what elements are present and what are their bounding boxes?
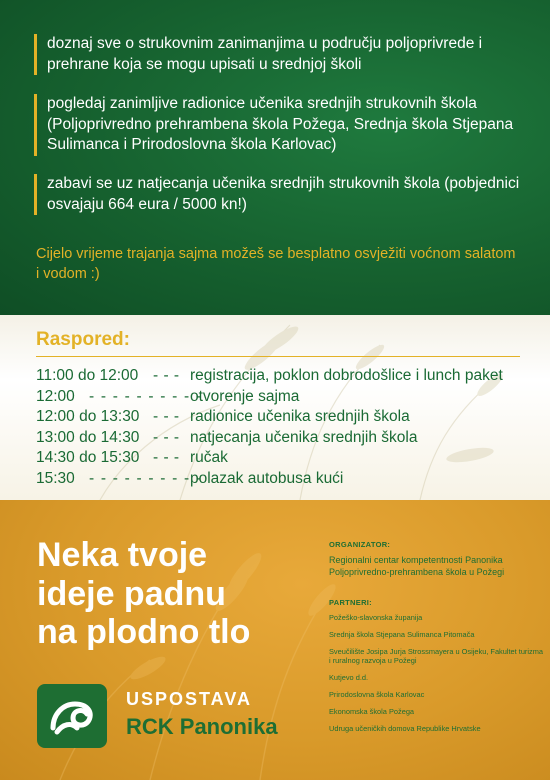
schedule-dashes: - - - [153,428,180,446]
partner-name: Sveučilište Josipa Jurja Strossmayera u Osijeku, Fakultet turizma i ruralnog razvoja u Požegi [329,647,543,665]
partner-name: Kutjevo d.d. [329,673,369,682]
schedule-divider [36,356,520,357]
schedule-row [36,366,536,387]
refreshment-note: Cijelo vrijeme trajanja sajma možeš se besplatno osvježiti voćnom salatom i vodom :) [36,246,516,282]
slogan-headline [37,536,327,652]
schedule-section [0,315,550,500]
footer-section [0,500,550,780]
schedule-dashes: - - - [153,449,180,466]
organizer-name: Regionalni centar kompetentnosti Panonika [329,555,503,565]
slogan-line: na plodno tlo [37,613,251,651]
schedule-label: natjecanja učenika srednjih škola [190,428,418,446]
schedule-time: 12:00 [36,387,75,405]
partner-name: Prirodoslovna škola Karlovac [329,690,425,699]
logo-text-top: USPOSTAVA [126,689,253,709]
schedule-time: 12:00 do 13:30 [36,408,140,425]
schedule-label: registracija, poklon dobrodošlice i lunch paket [190,367,503,384]
rck-panonika-logo-icon [37,684,107,748]
intro-bullet: doznaj sve o strukovnim zanimanjima u području poljoprivrede i prehrane koja se mogu upisati u srednjoj školi [34,34,524,75]
schedule-title: Raspored: [36,329,130,350]
schedule-time: 15:30 [36,469,75,487]
intro-section [0,0,550,315]
partner-name: Požeško-slavonska županija [329,613,423,622]
schedule-row [36,387,536,408]
schedule-row [36,469,536,490]
schedule-dashes: - - - - - - - - - - [89,387,203,405]
schedule-dashes: - - - [153,408,180,425]
schedule-label: ručak [190,449,228,466]
schedule-row [36,448,536,469]
credits-column [329,540,544,741]
schedule-dashes: - - - [153,367,180,384]
partners-label: PARTNERI: [329,598,372,607]
partner-name: Udruga učeničkih domova Republike Hrvatske [329,724,481,733]
schedule-label: otvorenje sajma [190,387,300,405]
schedule-dashes: - - - - - - - - - - [89,469,203,487]
partner-name: Srednja škola Stjepana Sulimanca Pitomača [329,630,475,639]
schedule-time: 11:00 do 12:00 [36,367,139,384]
schedule-label: polazak autobusa kući [190,469,344,487]
organizer-name: Poljoprivredno-prehrambena škola u Požegi [329,567,505,577]
schedule-label: radionice učenika srednjih škola [190,408,410,425]
schedule-time: 14:30 do 15:30 [36,449,140,466]
intro-bullet: zabavi se uz natjecanja učenika srednjih strukovnih škola (pobjednici osvajaju 664 eura / 5000 kn!) [34,174,524,215]
schedule-row [36,428,536,449]
schedule-list [36,366,536,489]
organizer-label: ORGANIZATOR: [329,540,391,549]
schedule-time: 13:00 do 14:30 [36,428,140,446]
logo-text-bottom: RCK Panonika [126,714,278,739]
slogan-line: Neka tvoje [37,536,208,574]
slogan-line: ideje padnu [37,574,226,613]
intro-bullet: pogledaj zanimljive radionice učenika srednjih strukovnih škola (Poljoprivredno prehrambena škola Požega, Srednja škola Stjepana Sulimanca i Prirodoslovna škola Karlovac) [34,94,524,156]
schedule-row [36,407,536,428]
partner-name: Ekonomska škola Požega [329,707,415,716]
